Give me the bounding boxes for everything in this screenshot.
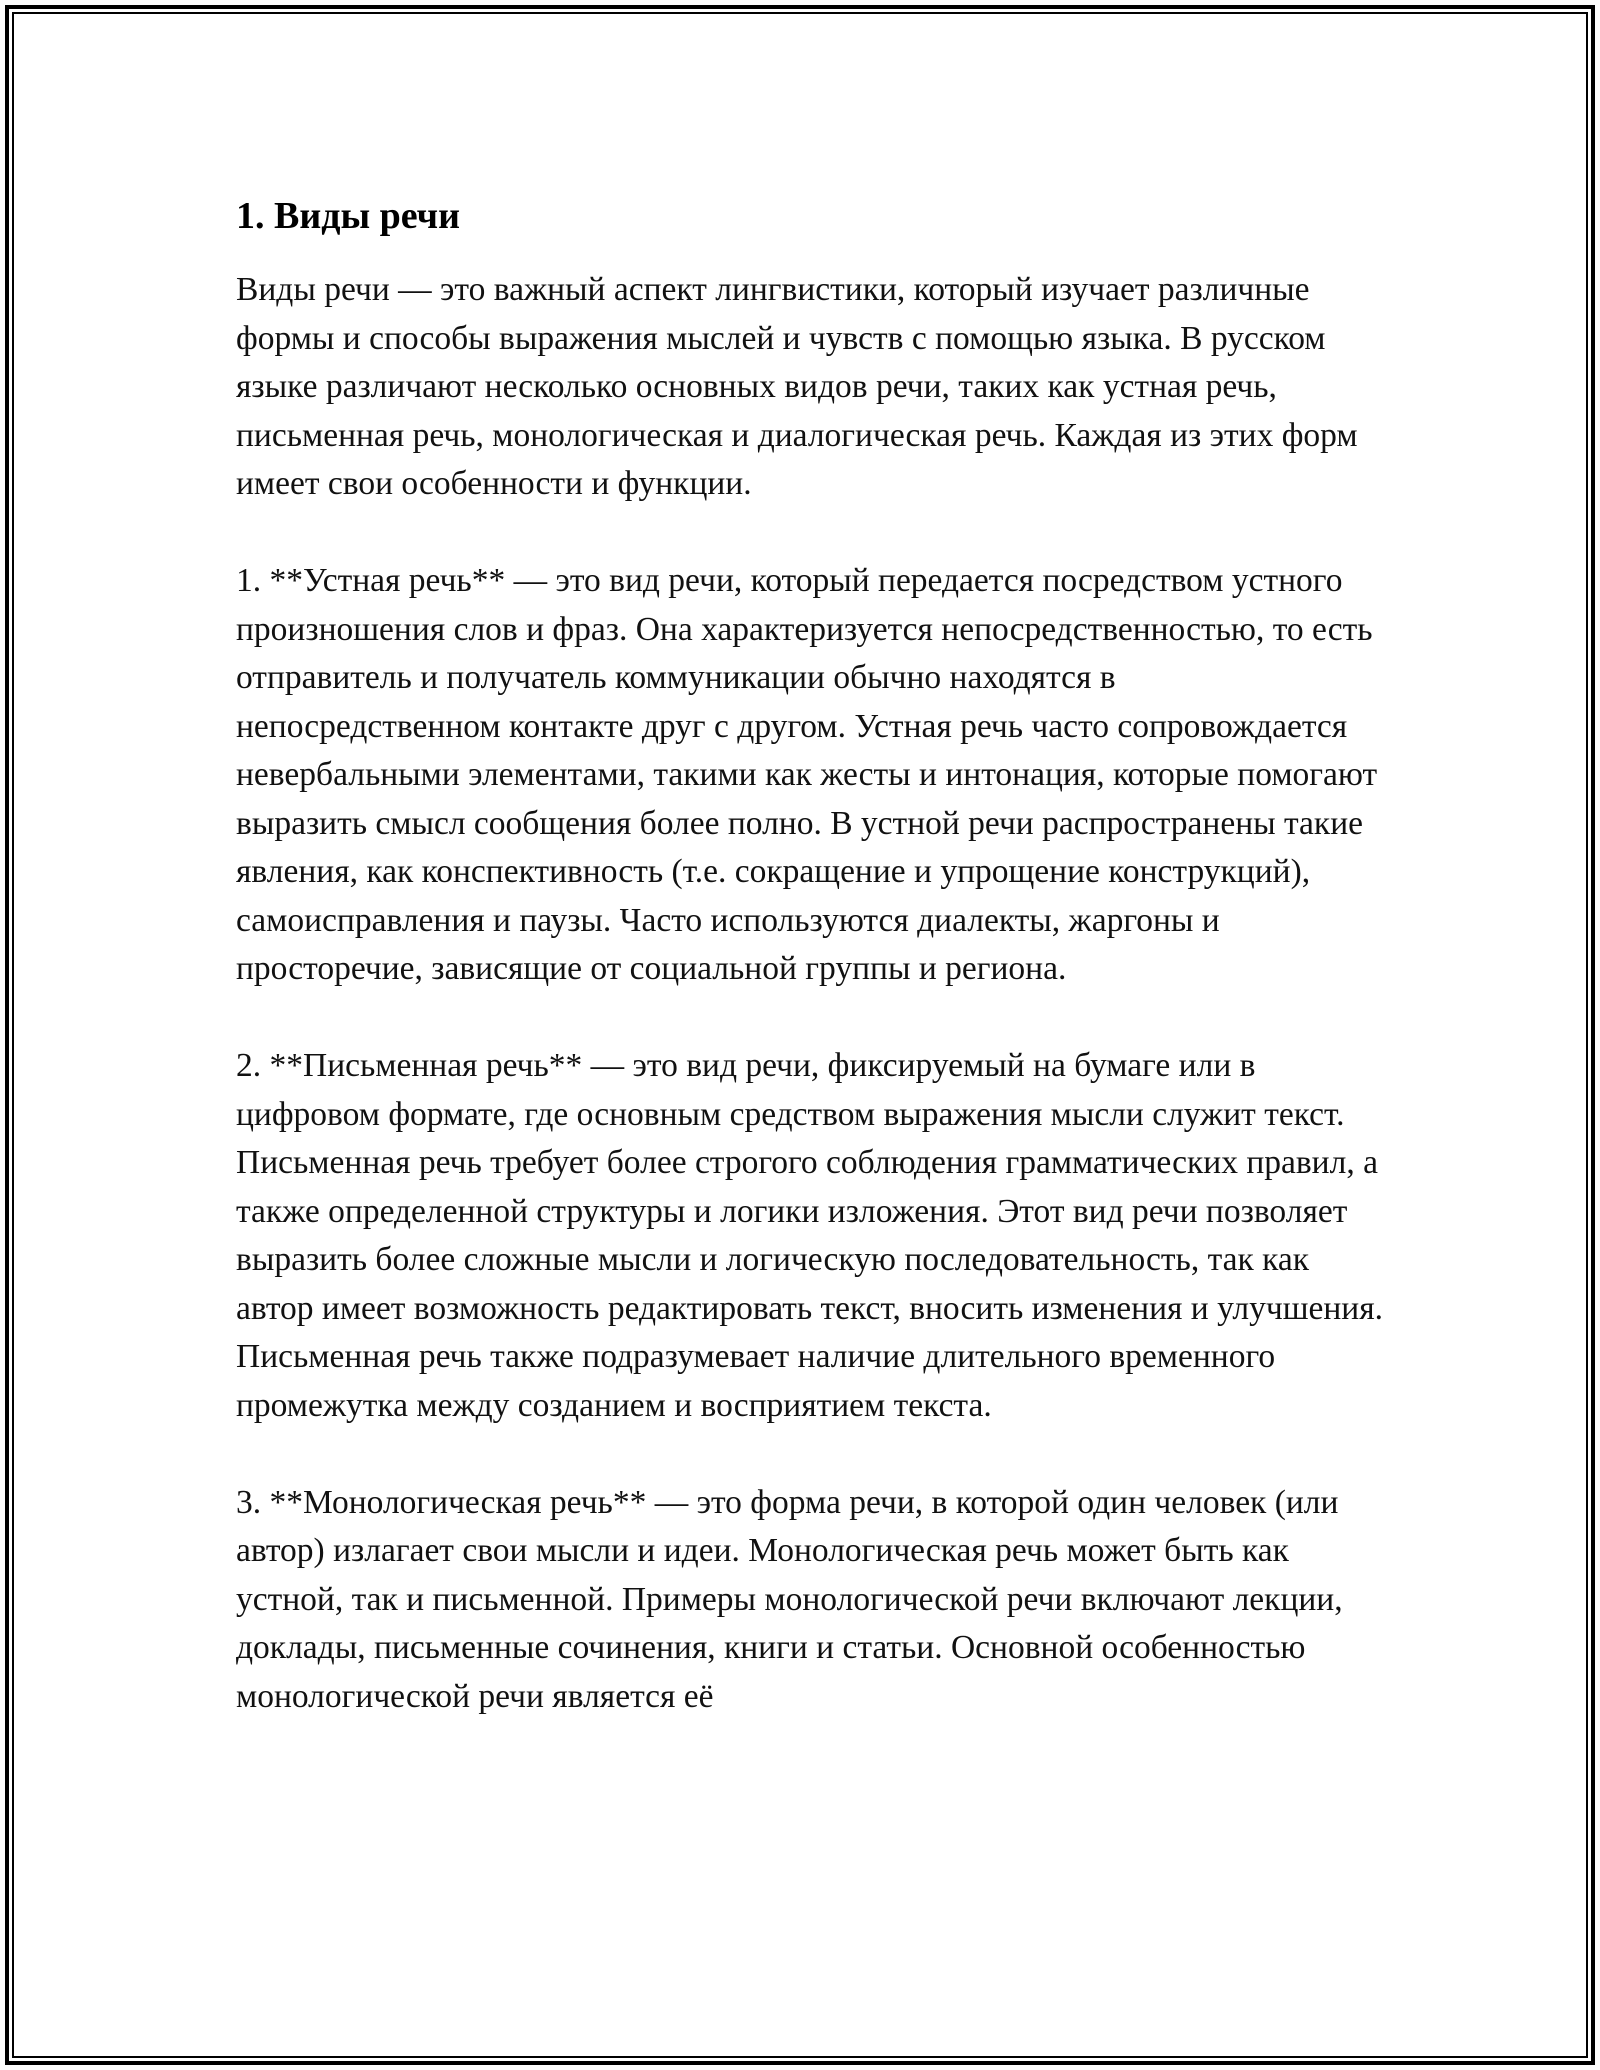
paragraph-intro: Виды речи — это важный аспект лингвистики, который изучает различные формы и способы выражения мыслей и чувств с помощью языка. В русском языке различают несколько основных видов речи, таких как устная речь, письменная речь, монологическая и диалогическая речь. Каждая из этих форм имеет свои особенности и функции. bbox=[236, 271, 1358, 502]
paragraph-written-speech: 2. **Письменная речь** — это вид речи, фиксируемый на бумаге или в цифровом формате, где основным средством выражения мысли служит текст. Письменная речь требует более строгого соблюдения грамматических правил, а также определенной структуры и логики изложения. Этот вид речи позволяет выразить более сложные мысли и логическую последовательность, так как автор имеет возможность редактировать текст, вносить изменения и улучшения. Письменная речь также подразумевает наличие длительного временного промежутка между созданием и восприятием текста. bbox=[236, 1047, 1383, 1424]
paragraph-oral-speech: 1. **Устная речь** — это вид речи, который передается посредством устного произношения слов и фраз. Она характеризуется непосредственностью, то есть отправитель и получатель коммуникации обычно находятся в непосредственном контакте друг с другом. Устная речь часто сопровождается невербальными элементами, такими как жесты и интонация, которые помогают выразить смысл сообщения более полно. В устной речи распространены такие явления, как конспективность (т.е. сокращение и упрощение конструкций), самоисправления и паузы. Часто используются диалекты, жаргоны и просторечие, зависящие от социальной группы и региона. bbox=[236, 562, 1378, 987]
paragraph-monologue-speech: 3. **Монологическая речь** — это форма речи, в которой один человек (или автор) излагает свои мысли и идеи. Монологическая речь может быть как устной, так и письменной. Примеры монологической речи включают лекции, доклады, письменные сочинения, книги и статьи. Основной особенностью монологической речи является её bbox=[236, 1483, 1343, 1715]
page-title: 1. Виды речи bbox=[236, 195, 461, 237]
document-body bbox=[236, 190, 1386, 1721]
